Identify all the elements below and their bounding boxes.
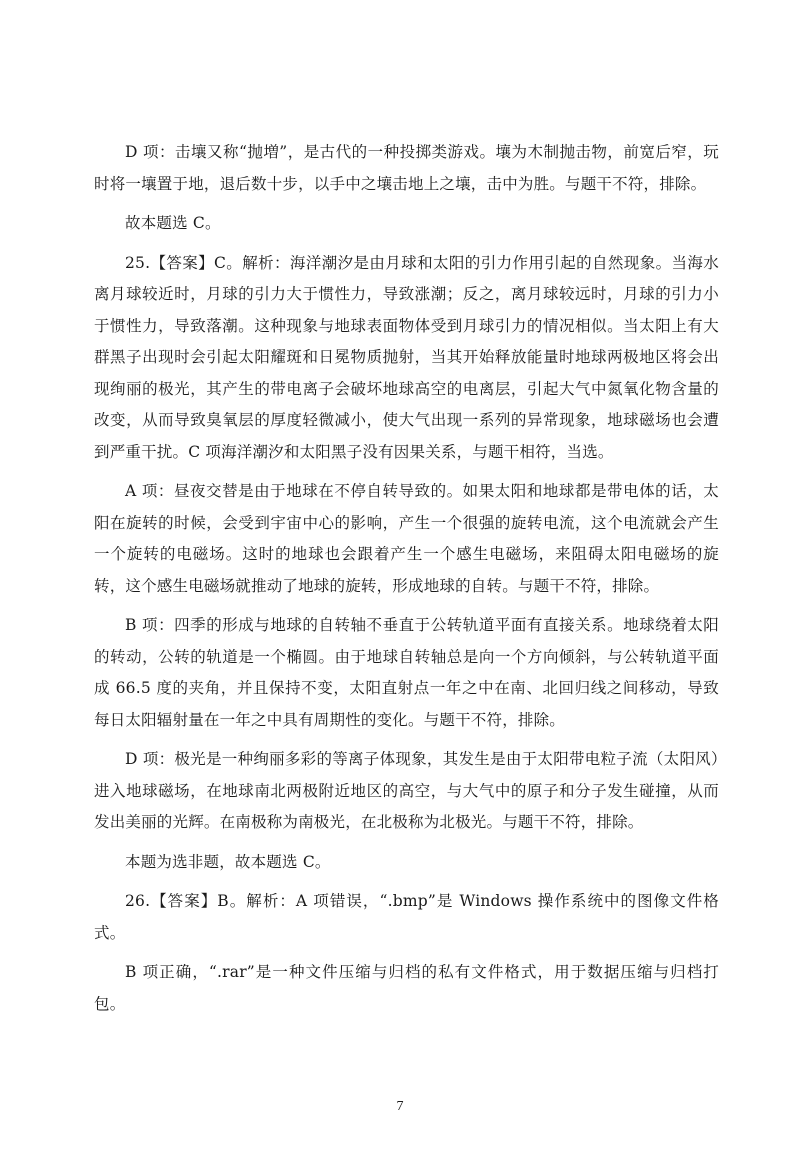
paragraph-option-d-aurora: D 项：极光是一种绚丽多彩的等离子体现象，其发生是由于太阳带电粒子流（太阳风）进入地球磁场，在地球南北两极附近地区的高空，与大气中的原子和分子发生碰撞，从而发出美丽的光辉。在南极称为南极光，在北极称为北极光。与题干不符，排除。: [94, 750, 719, 831]
paragraph-answer-25: 25.【答案】C。解析：海洋潮汐是由月球和太阳的引力作用引起的自然现象。当海水离月球较近时，月球的引力大于惯性力，导致涨潮；反之，离月球较远时，月球的引力小于惯性力，导致落潮。这种现象与地球表面物体受到月球引力的情况相似。当太阳上有大群黑子出现时会引起太阳耀斑和日冕物质抛射，当其开始释放能量时地球两极地区将会出现绚丽的极光，其产生的带电离子会破坏地球高空的电离层，引起大气中氮氧化物含量的改变，从而导致臭氧层的厚度轻微减小，使大气出现一系列的异常现象，地球磁场也会遭到严重干扰。C 项海洋潮汐和太阳黑子没有因果关系，与题干相符，当选。: [94, 253, 719, 461]
paragraph-option-a-day-night: A 项：昼夜交替是由于地球在不停自转导致的。如果太阳和地球都是带电体的话，太阳在旋转的时候，会受到宇宙中心的影响，产生一个很强的旋转电流，这个电流就会产生一个旋转的电磁场。这时的地球也会跟着产生一个感生电磁场，来阻碍太阳电磁场的旋转，这个感生电磁场就推动了地球的旋转，形成地球的自转。与题干不符，排除。: [94, 482, 719, 595]
paragraph-option-b-rar: B 项正确，“.rar”是一种文件压缩与归档的私有文件格式，用于数据压缩与归档打包。: [94, 963, 719, 1013]
document-body: [94, 137, 719, 1028]
paragraph-answer-26: 26.【答案】B。解析：A 项错误，“.bmp”是 Windows 操作系统中的图像文件格式。: [94, 892, 719, 942]
paragraph-option-d-jirang: D 项：击壤又称“抛増”，是古代的一种投掷类游戏。壤为木制抛击物，前宽后窄，玩时将一壤置于地，退后数十步，以手中之壤击地上之壤，击中为胜。与题干不符，排除。: [94, 143, 719, 193]
paragraph-conclusion-25: 本题为选非题，故本题选 C。: [125, 852, 331, 871]
paragraph-option-b-seasons: B 项：四季的形成与地球的自转轴不垂直于公转轨道平面有直接关系。地球绕着太阳的转动，公转的轨道是一个椭圆。由于地球自转轴总是向一个方向倾斜，与公转轨道平面成 66.5 度的夹角，并且保持不变，太阳直射点一年之中在南、北回归线之间移动，导致每日太阳辐射量在一年之中具有周期性的变化。与题干不符，排除。: [94, 616, 719, 729]
page-number: 7: [396, 1099, 404, 1114]
paragraph-conclusion-24: 故本题选 C。: [125, 214, 221, 232]
